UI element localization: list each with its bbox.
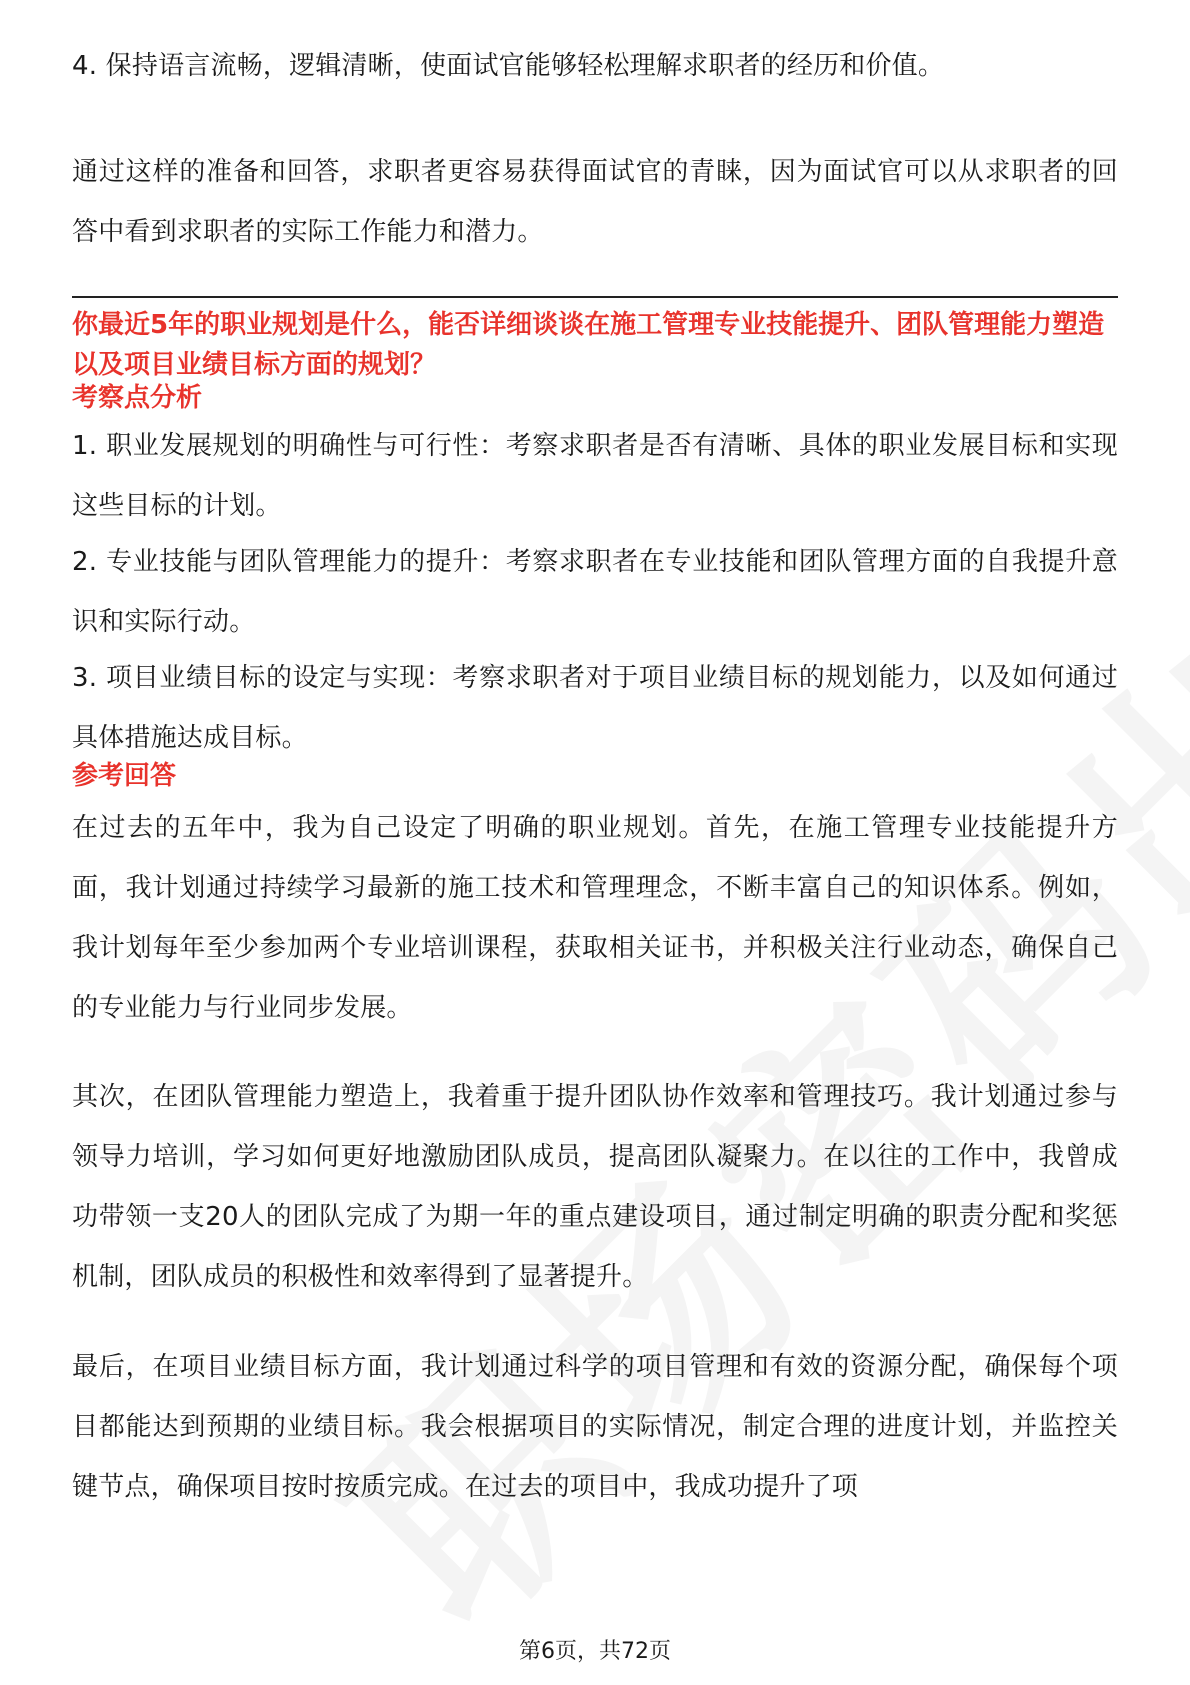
answer-paragraph-1-block <box>72 798 1118 1038</box>
answer-paragraph-2-block <box>72 1067 1118 1307</box>
analysis-item-2: 2. 专业技能与团队管理能力的提升：考察求职者在专业技能和团队管理方面的自我提升意识和实际行动。 <box>72 547 1118 637</box>
answer-paragraph-2: 其次，在团队管理能力塑造上，我着重于提升团队协作效率和管理技巧。我计划通过参与领导力培训，学习如何更好地激励团队成员，提高团队凝聚力。在以往的工作中，我曾成功带领一支20人的团队完成了为期一年的重点建设项目，通过制定明确的职责分配和奖惩机制，团队成员的积极性和效率得到了显著提升。 <box>72 1082 1118 1292</box>
top-section <box>72 36 1118 96</box>
analysis-item-3: 3. 项目业绩目标的设定与实现：考察求职者对于项目业绩目标的规划能力，以及如何通过具体措施达成目标。 <box>72 663 1118 753</box>
answer-paragraph-1: 在过去的五年中，我为自己设定了明确的职业规划。首先，在施工管理专业技能提升方面，我计划通过持续学习最新的施工技术和管理理念，不断丰富自己的知识体系。例如，我计划每年至少参加两个专业培训课程，获取相关证书，并积极关注行业动态，确保自己的专业能力与行业同步发展。 <box>72 813 1118 1023</box>
answer-paragraph-3: 最后，在项目业绩目标方面，我计划通过科学的项目管理和有效的资源分配，确保每个项目都能达到预期的业绩目标。我会根据项目的实际情况，制定合理的进度计划，并监控关键节点，确保项目按时按质完成。在过去的项目中，我成功提升了项 <box>72 1352 1118 1502</box>
answer-paragraph-3-block <box>72 1337 1118 1517</box>
answer-heading: 参考回答 <box>72 761 177 791</box>
page-footer: 第6页，共72页 <box>519 1639 671 1664</box>
question-heading: 你最近5年的职业规划是什么，能否详细谈谈在施工管理专业技能提升、团队管理能力塑造以及项目业绩目标方面的规划？ <box>72 310 1105 380</box>
summary-section <box>72 142 1118 262</box>
section-divider <box>72 296 1118 298</box>
summary-paragraph: 通过这样的准备和回答，求职者更容易获得面试官的青睐，因为面试官可以从求职者的回答中看到求职者的实际工作能力和潜力。 <box>72 157 1118 247</box>
list-item-4: 4. 保持语言流畅，逻辑清晰，使面试官能够轻松理解求职者的经历和价值。 <box>72 51 945 81</box>
analysis-list <box>72 416 1118 768</box>
analysis-heading: 考察点分析 <box>72 383 203 413</box>
analysis-item-1: 1. 职业发展规划的明确性与可行性：考察求职者是否有清晰、具体的职业发展目标和实现这些目标的计划。 <box>72 431 1118 521</box>
